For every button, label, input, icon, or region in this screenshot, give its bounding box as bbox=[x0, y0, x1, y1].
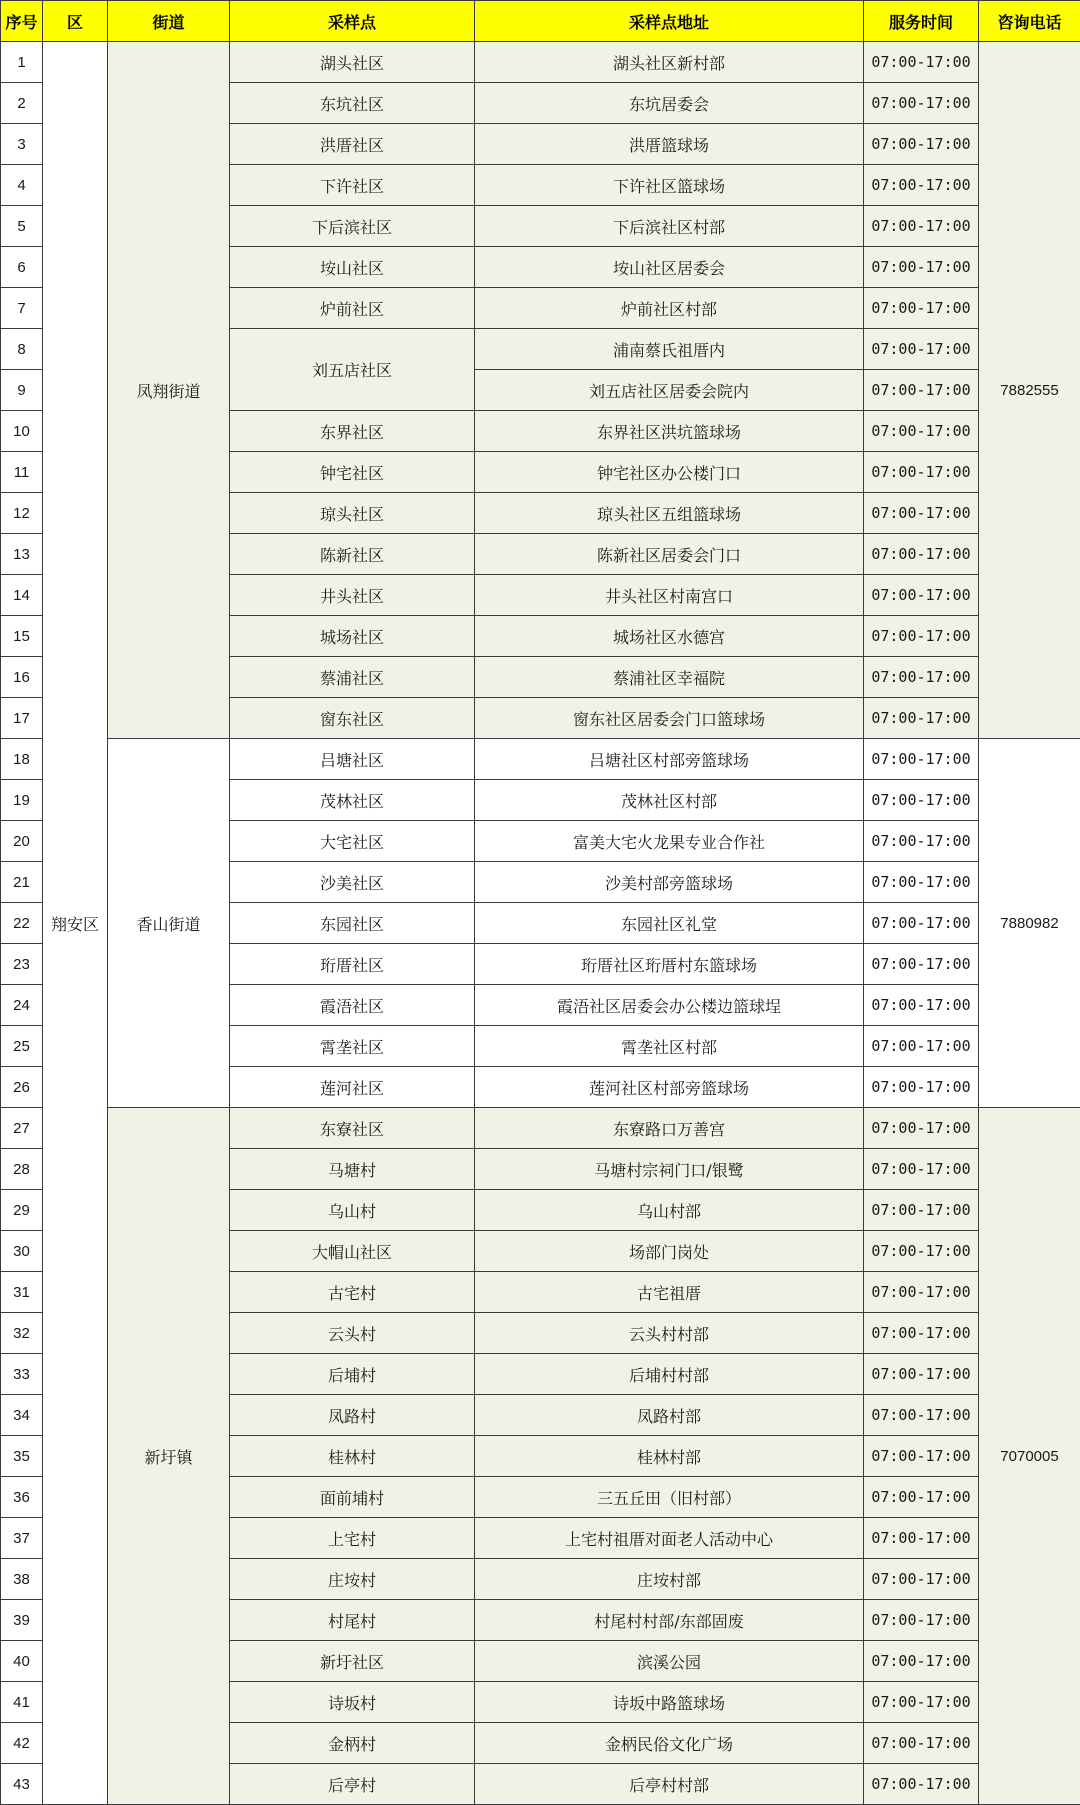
row-index: 10 bbox=[1, 411, 43, 452]
service-time-cell: 07:00-17:00 bbox=[864, 575, 979, 616]
site-address-cell: 东坑居委会 bbox=[475, 83, 864, 124]
row-index: 39 bbox=[1, 1600, 43, 1641]
site-name-cell: 桂林村 bbox=[230, 1436, 475, 1477]
site-address-cell: 井头社区村南宫口 bbox=[475, 575, 864, 616]
site-address-cell: 马塘村宗祠门口/银鹭 bbox=[475, 1149, 864, 1190]
site-address-cell: 场部门岗处 bbox=[475, 1231, 864, 1272]
service-time-cell: 07:00-17:00 bbox=[864, 698, 979, 739]
row-index: 8 bbox=[1, 329, 43, 370]
site-address-cell: 湖头社区新村部 bbox=[475, 42, 864, 83]
service-time-cell: 07:00-17:00 bbox=[864, 1764, 979, 1805]
site-name-cell: 蔡浦社区 bbox=[230, 657, 475, 698]
service-time-cell: 07:00-17:00 bbox=[864, 1190, 979, 1231]
service-time-cell: 07:00-17:00 bbox=[864, 1313, 979, 1354]
service-time-cell: 07:00-17:00 bbox=[864, 206, 979, 247]
service-time-cell: 07:00-17:00 bbox=[864, 1477, 979, 1518]
row-index: 27 bbox=[1, 1108, 43, 1149]
header-index: 序号 bbox=[1, 1, 43, 42]
site-name-cell: 刘五店社区 bbox=[230, 329, 475, 411]
site-name-cell: 乌山村 bbox=[230, 1190, 475, 1231]
service-time-cell: 07:00-17:00 bbox=[864, 1395, 979, 1436]
site-address-cell: 浦南蔡氏祖厝内 bbox=[475, 329, 864, 370]
header-row bbox=[1, 1, 1080, 42]
row-index: 33 bbox=[1, 1354, 43, 1395]
site-address-cell: 吕塘社区村部旁篮球场 bbox=[475, 739, 864, 780]
row-index: 15 bbox=[1, 616, 43, 657]
row-index: 43 bbox=[1, 1764, 43, 1805]
site-address-cell: 桂林村部 bbox=[475, 1436, 864, 1477]
site-name-cell: 琼头社区 bbox=[230, 493, 475, 534]
service-time-cell: 07:00-17:00 bbox=[864, 83, 979, 124]
service-time-cell: 07:00-17:00 bbox=[864, 370, 979, 411]
table-row bbox=[1, 1108, 1080, 1149]
site-name-cell: 庄垵村 bbox=[230, 1559, 475, 1600]
row-index: 22 bbox=[1, 903, 43, 944]
site-name-cell: 古宅村 bbox=[230, 1272, 475, 1313]
site-address-cell: 村尾村村部/东部固废 bbox=[475, 1600, 864, 1641]
site-address-cell: 诗坂中路篮球场 bbox=[475, 1682, 864, 1723]
site-name-cell: 诗坂村 bbox=[230, 1682, 475, 1723]
row-index: 32 bbox=[1, 1313, 43, 1354]
row-index: 2 bbox=[1, 83, 43, 124]
service-time-cell: 07:00-17:00 bbox=[864, 616, 979, 657]
service-time-cell: 07:00-17:00 bbox=[864, 657, 979, 698]
site-address-cell: 蔡浦社区幸福院 bbox=[475, 657, 864, 698]
site-name-cell: 上宅村 bbox=[230, 1518, 475, 1559]
site-address-cell: 刘五店社区居委会院内 bbox=[475, 370, 864, 411]
row-index: 17 bbox=[1, 698, 43, 739]
site-address-cell: 霄垄社区村部 bbox=[475, 1026, 864, 1067]
site-name-cell: 沙美社区 bbox=[230, 862, 475, 903]
site-address-cell: 钟宅社区办公楼门口 bbox=[475, 452, 864, 493]
street-cell: 香山街道 bbox=[108, 739, 230, 1108]
service-time-cell: 07:00-17:00 bbox=[864, 1067, 979, 1108]
row-index: 14 bbox=[1, 575, 43, 616]
service-time-cell: 07:00-17:00 bbox=[864, 1149, 979, 1190]
site-address-cell: 后埔村村部 bbox=[475, 1354, 864, 1395]
site-name-cell: 东寮社区 bbox=[230, 1108, 475, 1149]
site-name-cell: 大宅社区 bbox=[230, 821, 475, 862]
row-index: 11 bbox=[1, 452, 43, 493]
row-index: 40 bbox=[1, 1641, 43, 1682]
row-index: 13 bbox=[1, 534, 43, 575]
table-body bbox=[1, 42, 1080, 1805]
row-index: 9 bbox=[1, 370, 43, 411]
row-index: 29 bbox=[1, 1190, 43, 1231]
row-index: 6 bbox=[1, 247, 43, 288]
site-name-cell: 后亭村 bbox=[230, 1764, 475, 1805]
site-address-cell: 珩厝社区珩厝村东篮球场 bbox=[475, 944, 864, 985]
site-address-cell: 东园社区礼堂 bbox=[475, 903, 864, 944]
site-name-cell: 霄垄社区 bbox=[230, 1026, 475, 1067]
service-time-cell: 07:00-17:00 bbox=[864, 1559, 979, 1600]
site-address-cell: 莲河社区村部旁篮球场 bbox=[475, 1067, 864, 1108]
site-name-cell: 珩厝社区 bbox=[230, 944, 475, 985]
service-time-cell: 07:00-17:00 bbox=[864, 1026, 979, 1067]
service-time-cell: 07:00-17:00 bbox=[864, 493, 979, 534]
service-time-cell: 07:00-17:00 bbox=[864, 1231, 979, 1272]
site-address-cell: 金柄民俗文化广场 bbox=[475, 1723, 864, 1764]
site-name-cell: 窗东社区 bbox=[230, 698, 475, 739]
row-index: 23 bbox=[1, 944, 43, 985]
site-address-cell: 陈新社区居委会门口 bbox=[475, 534, 864, 575]
site-address-cell: 琼头社区五组篮球场 bbox=[475, 493, 864, 534]
service-time-cell: 07:00-17:00 bbox=[864, 1436, 979, 1477]
phone-cell: 7882555 bbox=[979, 42, 1080, 739]
street-cell: 新圩镇 bbox=[108, 1108, 230, 1805]
row-index: 7 bbox=[1, 288, 43, 329]
row-index: 4 bbox=[1, 165, 43, 206]
site-address-cell: 下许社区篮球场 bbox=[475, 165, 864, 206]
service-time-cell: 07:00-17:00 bbox=[864, 1600, 979, 1641]
site-name-cell: 茂林社区 bbox=[230, 780, 475, 821]
site-address-cell: 沙美村部旁篮球场 bbox=[475, 862, 864, 903]
table-row bbox=[1, 42, 1080, 83]
row-index: 35 bbox=[1, 1436, 43, 1477]
service-time-cell: 07:00-17:00 bbox=[864, 1641, 979, 1682]
site-name-cell: 莲河社区 bbox=[230, 1067, 475, 1108]
service-time-cell: 07:00-17:00 bbox=[864, 1272, 979, 1313]
row-index: 12 bbox=[1, 493, 43, 534]
service-time-cell: 07:00-17:00 bbox=[864, 739, 979, 780]
site-name-cell: 凤路村 bbox=[230, 1395, 475, 1436]
row-index: 16 bbox=[1, 657, 43, 698]
service-time-cell: 07:00-17:00 bbox=[864, 985, 979, 1026]
service-time-cell: 07:00-17:00 bbox=[864, 288, 979, 329]
site-name-cell: 陈新社区 bbox=[230, 534, 475, 575]
row-index: 37 bbox=[1, 1518, 43, 1559]
phone-cell: 7070005 bbox=[979, 1108, 1080, 1805]
site-address-cell: 庄垵村部 bbox=[475, 1559, 864, 1600]
phone-cell: 7880982 bbox=[979, 739, 1080, 1108]
site-address-cell: 富美大宅火龙果专业合作社 bbox=[475, 821, 864, 862]
site-name-cell: 东坑社区 bbox=[230, 83, 475, 124]
site-address-cell: 茂林社区村部 bbox=[475, 780, 864, 821]
site-address-cell: 上宅村祖厝对面老人活动中心 bbox=[475, 1518, 864, 1559]
service-time-cell: 07:00-17:00 bbox=[864, 944, 979, 985]
site-name-cell: 面前埔村 bbox=[230, 1477, 475, 1518]
header-address: 采样点地址 bbox=[475, 1, 864, 42]
site-name-cell: 村尾村 bbox=[230, 1600, 475, 1641]
site-name-cell: 大帽山社区 bbox=[230, 1231, 475, 1272]
header-site: 采样点 bbox=[230, 1, 475, 42]
site-address-cell: 窗东社区居委会门口篮球场 bbox=[475, 698, 864, 739]
site-name-cell: 霞浯社区 bbox=[230, 985, 475, 1026]
service-time-cell: 07:00-17:00 bbox=[864, 534, 979, 575]
site-address-cell: 垵山社区居委会 bbox=[475, 247, 864, 288]
site-name-cell: 井头社区 bbox=[230, 575, 475, 616]
site-name-cell: 金柄村 bbox=[230, 1723, 475, 1764]
site-name-cell: 炉前社区 bbox=[230, 288, 475, 329]
site-name-cell: 湖头社区 bbox=[230, 42, 475, 83]
site-address-cell: 下后滨社区村部 bbox=[475, 206, 864, 247]
service-time-cell: 07:00-17:00 bbox=[864, 862, 979, 903]
site-address-cell: 东寮路口万善宫 bbox=[475, 1108, 864, 1149]
site-address-cell: 东界社区洪坑篮球场 bbox=[475, 411, 864, 452]
site-address-cell: 城场社区水德宫 bbox=[475, 616, 864, 657]
site-address-cell: 乌山村部 bbox=[475, 1190, 864, 1231]
header-service-time: 服务时间 bbox=[864, 1, 979, 42]
service-time-cell: 07:00-17:00 bbox=[864, 903, 979, 944]
row-index: 31 bbox=[1, 1272, 43, 1313]
service-time-cell: 07:00-17:00 bbox=[864, 780, 979, 821]
row-index: 18 bbox=[1, 739, 43, 780]
row-index: 19 bbox=[1, 780, 43, 821]
site-address-cell: 霞浯社区居委会办公楼边篮球埕 bbox=[475, 985, 864, 1026]
site-name-cell: 东园社区 bbox=[230, 903, 475, 944]
row-index: 20 bbox=[1, 821, 43, 862]
site-name-cell: 东界社区 bbox=[230, 411, 475, 452]
site-name-cell: 后埔村 bbox=[230, 1354, 475, 1395]
row-index: 5 bbox=[1, 206, 43, 247]
site-name-cell: 钟宅社区 bbox=[230, 452, 475, 493]
row-index: 3 bbox=[1, 124, 43, 165]
row-index: 30 bbox=[1, 1231, 43, 1272]
site-name-cell: 吕塘社区 bbox=[230, 739, 475, 780]
row-index: 36 bbox=[1, 1477, 43, 1518]
site-address-cell: 洪厝篮球场 bbox=[475, 124, 864, 165]
row-index: 21 bbox=[1, 862, 43, 903]
row-index: 1 bbox=[1, 42, 43, 83]
site-address-cell: 古宅祖厝 bbox=[475, 1272, 864, 1313]
service-time-cell: 07:00-17:00 bbox=[864, 1723, 979, 1764]
site-name-cell: 云头村 bbox=[230, 1313, 475, 1354]
service-time-cell: 07:00-17:00 bbox=[864, 1682, 979, 1723]
district-cell: 翔安区 bbox=[43, 42, 108, 1805]
site-address-cell: 炉前社区村部 bbox=[475, 288, 864, 329]
site-name-cell: 下后滨社区 bbox=[230, 206, 475, 247]
row-index: 26 bbox=[1, 1067, 43, 1108]
header-street: 街道 bbox=[108, 1, 230, 42]
service-time-cell: 07:00-17:00 bbox=[864, 329, 979, 370]
street-cell: 凤翔街道 bbox=[108, 42, 230, 739]
service-time-cell: 07:00-17:00 bbox=[864, 124, 979, 165]
service-time-cell: 07:00-17:00 bbox=[864, 452, 979, 493]
row-index: 25 bbox=[1, 1026, 43, 1067]
site-address-cell: 后亭村村部 bbox=[475, 1764, 864, 1805]
service-time-cell: 07:00-17:00 bbox=[864, 1108, 979, 1149]
service-time-cell: 07:00-17:00 bbox=[864, 165, 979, 206]
header-phone: 咨询电话 bbox=[979, 1, 1080, 42]
service-time-cell: 07:00-17:00 bbox=[864, 247, 979, 288]
service-time-cell: 07:00-17:00 bbox=[864, 1518, 979, 1559]
row-index: 28 bbox=[1, 1149, 43, 1190]
header-district: 区 bbox=[43, 1, 108, 42]
site-address-cell: 云头村村部 bbox=[475, 1313, 864, 1354]
row-index: 38 bbox=[1, 1559, 43, 1600]
site-address-cell: 凤路村部 bbox=[475, 1395, 864, 1436]
site-name-cell: 洪厝社区 bbox=[230, 124, 475, 165]
row-index: 41 bbox=[1, 1682, 43, 1723]
site-name-cell: 垵山社区 bbox=[230, 247, 475, 288]
site-name-cell: 城场社区 bbox=[230, 616, 475, 657]
site-address-cell: 三五丘田（旧村部） bbox=[475, 1477, 864, 1518]
site-address-cell: 滨溪公园 bbox=[475, 1641, 864, 1682]
service-time-cell: 07:00-17:00 bbox=[864, 1354, 979, 1395]
row-index: 42 bbox=[1, 1723, 43, 1764]
row-index: 34 bbox=[1, 1395, 43, 1436]
site-name-cell: 新圩社区 bbox=[230, 1641, 475, 1682]
row-index: 24 bbox=[1, 985, 43, 1026]
site-name-cell: 马塘村 bbox=[230, 1149, 475, 1190]
service-time-cell: 07:00-17:00 bbox=[864, 42, 979, 83]
service-time-cell: 07:00-17:00 bbox=[864, 821, 979, 862]
service-time-cell: 07:00-17:00 bbox=[864, 411, 979, 452]
site-name-cell: 下许社区 bbox=[230, 165, 475, 206]
table-row bbox=[1, 739, 1080, 780]
